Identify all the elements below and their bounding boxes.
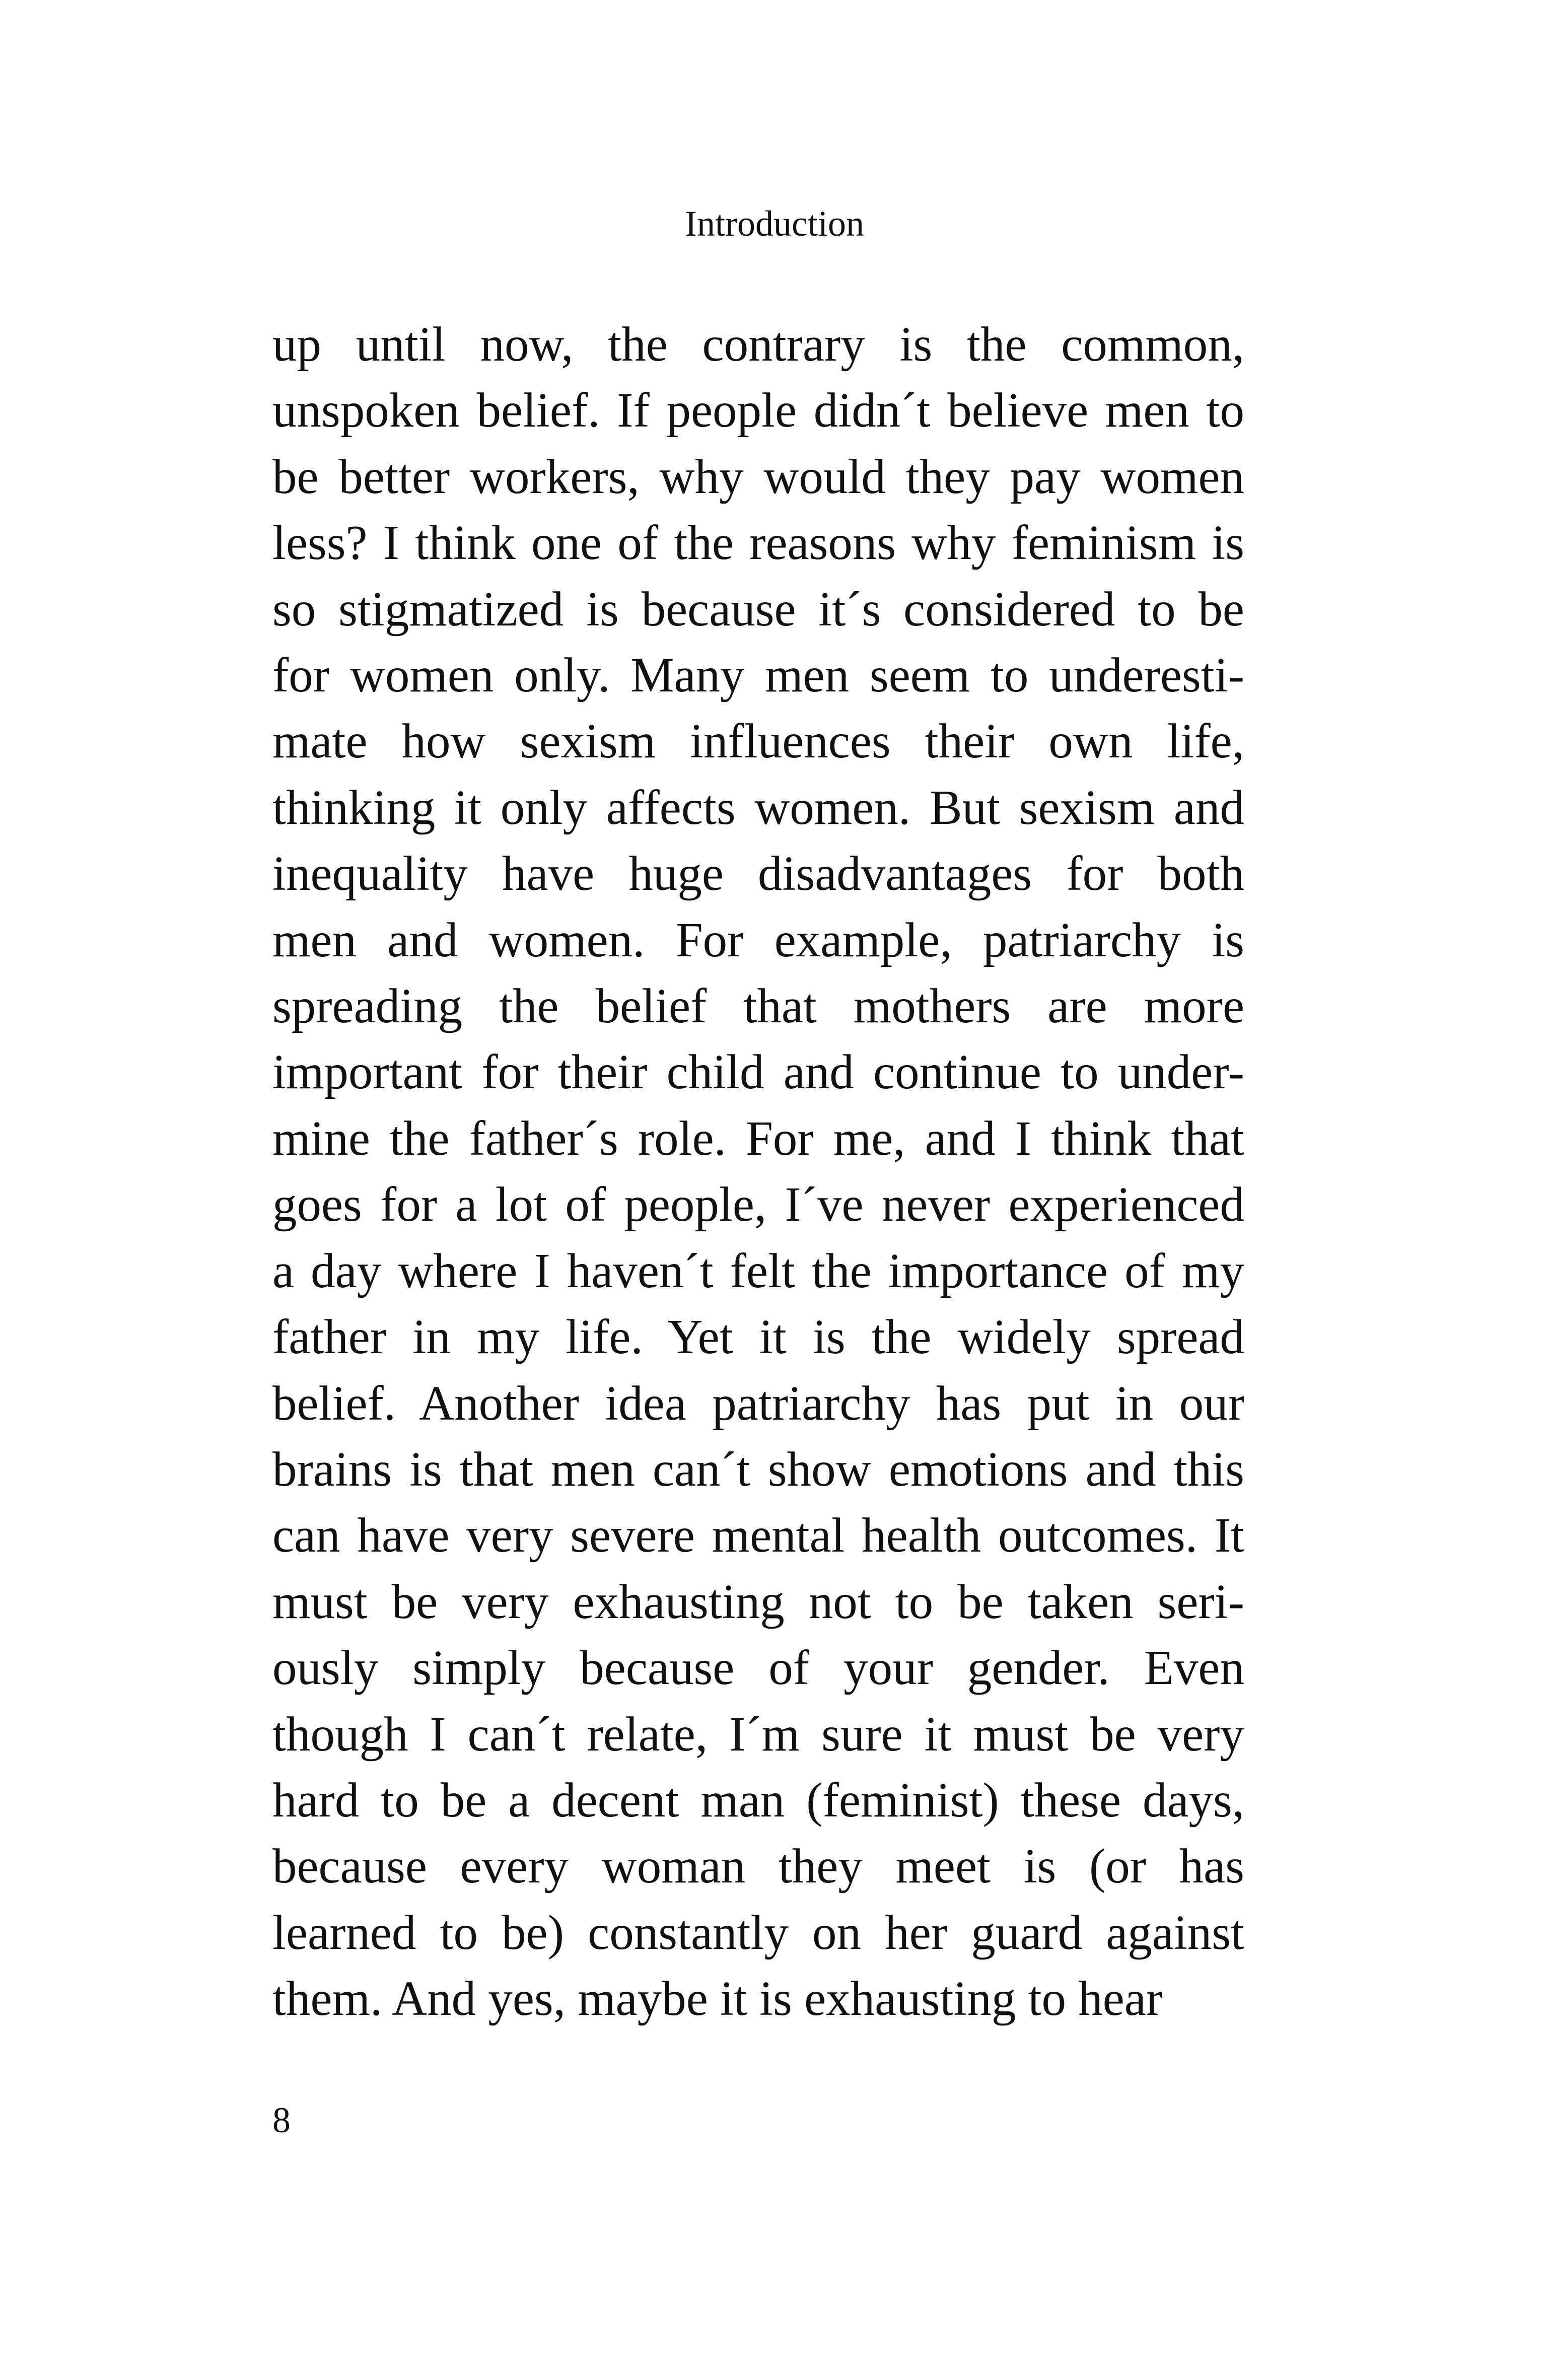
text-line: so stigmatized is because it´s considered to be: [272, 582, 1244, 636]
text-line: ously simply because of your gender. Even: [272, 1641, 1244, 1695]
text-line: a day where I haven´t felt the importance of my: [272, 1243, 1244, 1298]
text-line: men and women. For example, patriarchy is: [272, 913, 1244, 967]
running-head: Introduction: [685, 203, 864, 244]
text-line: mine the father´s role. For me, and I think that: [272, 1111, 1244, 1165]
text-line: less? I think one of the reasons why feminism is: [272, 516, 1244, 570]
text-line: because every woman they meet is (or has: [272, 1839, 1244, 1894]
text-line: thinking it only affects women. But sexism and: [272, 780, 1244, 834]
page-number: 8: [272, 2100, 291, 2140]
text-line: mate how sexism influences their own life,: [272, 714, 1244, 768]
text-line: unspoken belief. If people didn´t believe men to: [272, 383, 1244, 438]
text-line: inequality have huge disadvantages for both: [272, 847, 1244, 901]
text-line: goes for a lot of people, I´ve never experienced: [272, 1177, 1244, 1232]
text-line: brains is that men can´t show emotions and this: [272, 1442, 1244, 1496]
text-line: important for their child and continue to under-: [272, 1045, 1244, 1099]
text-line: for women only. Many men seem to underesti-: [272, 648, 1244, 703]
text-line: belief. Another idea patriarchy has put in our: [272, 1376, 1244, 1430]
body-text: [272, 311, 1244, 2032]
text-line: though I can´t relate, I´m sure it must be very: [272, 1707, 1244, 1761]
text-line: be better workers, why would they pay women: [272, 449, 1244, 504]
text-line: up until now, the contrary is the common,: [272, 317, 1244, 371]
text-line: hard to be a decent man (feminist) these days,: [272, 1773, 1244, 1827]
text-line: learned to be) constantly on her guard against: [272, 1905, 1244, 1959]
text-line-last: them. And yes, maybe it is exhausting to hear: [272, 1972, 1163, 2026]
text-line: must be very exhausting not to be taken seri-: [272, 1574, 1244, 1629]
text-line: spreading the belief that mothers are more: [272, 979, 1244, 1033]
text-line: can have very severe mental health outcomes. It: [272, 1508, 1244, 1563]
text-line: father in my life. Yet it is the widely spread: [272, 1310, 1244, 1364]
